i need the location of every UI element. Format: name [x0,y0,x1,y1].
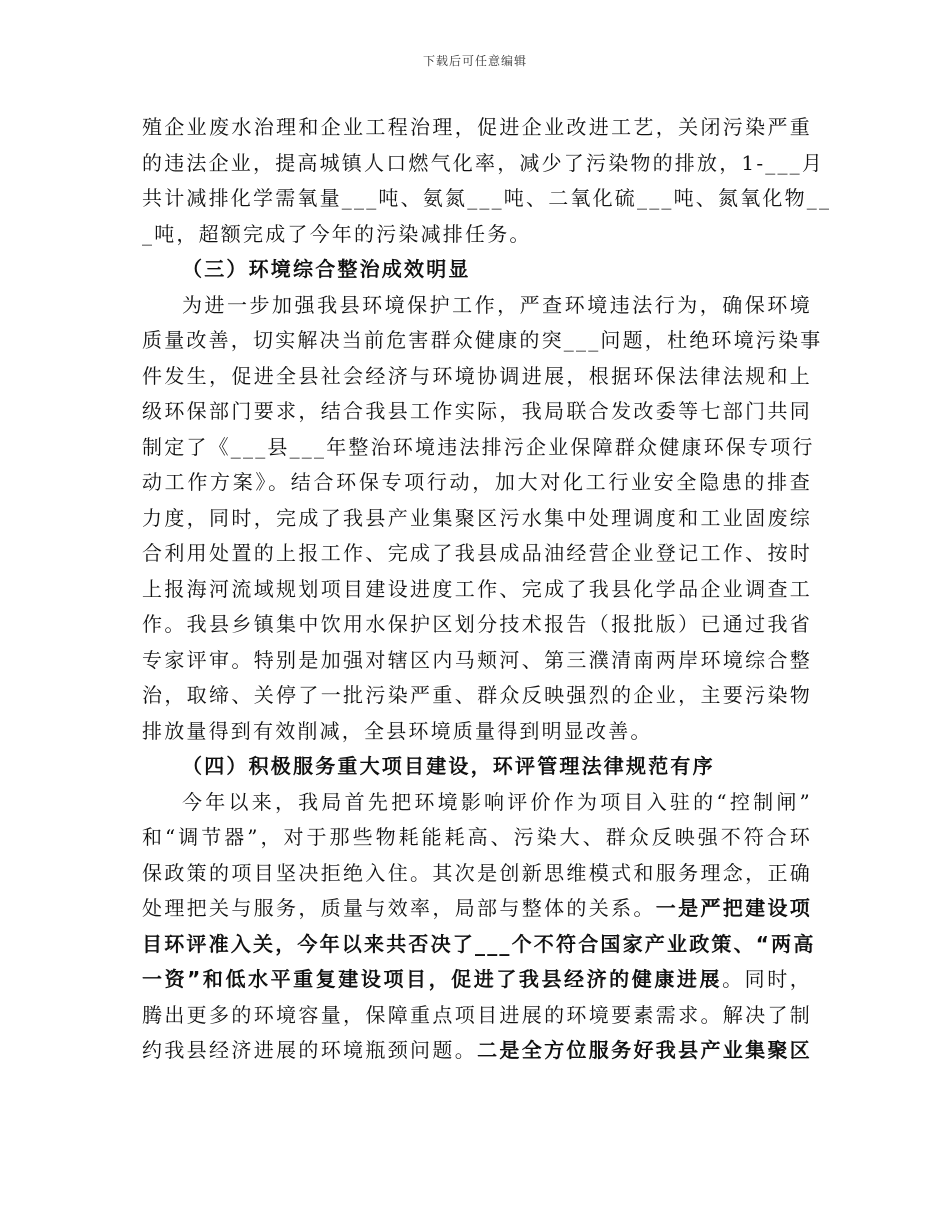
paragraph-line [142,891,812,927]
paragraph-line [142,927,816,963]
paragraph-line: 作。我县乡镇集中饮用水保护区划分技术报告（报批版）已通过我省 [142,612,812,636]
paragraph-line: 力度，同时，完成了我县产业集聚区污水集中处理调度和工业固废综 [142,505,812,530]
paragraph-line: 级环保部门要求，结合我县工作实际，我局联合发改委等七部门共同 [142,399,812,423]
paragraph-line: 动工作方案》。结合环保专项行动，加大对化工行业安全隐患的排查 [142,470,812,494]
paragraph-line: 殖企业废水治理和企业工程治理，促进企业改进工艺，关闭污染严重 [142,115,812,139]
section-heading-4: （四）积极服务重大项目建设，环评管理法律规范有序 [182,754,715,778]
paragraph-line: 专家评审。特别是加强对辖区内马颊河、第三濮清南两岸环境综合整 [142,647,812,672]
paragraph-line: 和“调节器”，对于那些物耗能耗高、污染大、群众反映强不符合环 [142,825,812,849]
plain-text: 。同时， [722,967,812,991]
paragraph-line: 治，取缔、关停了一批污染严重、群众反映强烈的企业，主要污染物 [142,683,812,707]
section-heading-3: （三）环境综合整治成效明显 [182,257,471,281]
paragraph-line: 的违法企业，提高城镇人口燃气化率，减少了污染物的排放，1-___月 [142,150,825,175]
paragraph-line: 制定了《___县___年整治环境违法排污企业保障群众健康环保专项行 [142,434,815,459]
paragraph-line [142,962,812,998]
paragraph-line: _吨，超额完成了今年的污染减排任务。 [142,221,532,246]
paragraph-line: 合利用处置的上报工作、完成了我县成品油经营企业登记工作、按时 [142,541,812,565]
paragraph-line: 保政策的项目坚决拒绝入住。其次是创新思维模式和服务理念，正确 [142,860,812,885]
bold-text: 一是严把建设项 [655,896,812,920]
plain-text: 处理把关与服务，质量与效率，局部与整体的关系。 [142,896,656,920]
paragraph-line: 共计减排化学需氧量___吨、氨氮___吨、二氧化硫___吨、氮氧化物__ [142,186,832,210]
paragraph-line: 件发生，促进全县社会经济与环境协调进展，根据环保法律法规和上 [142,363,812,388]
page-header: 下载后可任意编辑 [422,54,527,68]
paragraph-line [142,1033,812,1069]
plain-text: 约我县经济进展的环境瓶颈问题。 [142,1038,478,1062]
paragraph-line: 质量改善，切实解决当前危害群众健康的突___问题，杜绝环境污染事 [142,328,823,352]
paragraph-line: 为进一步加强我县环境保护工作，严查环境违法行为，确保环境 [182,292,812,317]
bold-text: 目环评准入关，今年以来共否决了___个不符合国家产业政策、“两高 [142,931,816,956]
paragraph-line: 今年以来，我局首先把环境影响评价作为项目入驻的“控制闸” [182,789,812,814]
paragraph-line: 腾出更多的环境容量，保障重点项目进展的环境要素需求。解决了制 [142,1002,812,1027]
bold-text: 一资”和低水平重复建设项目，促进了我县经济的健康进展 [142,967,723,991]
paragraph-line: 排放量得到有效削减，全县环境质量得到明显改善。 [142,718,653,743]
document-body [142,110,832,1069]
bold-text: 二是全方位服务好我县产业集聚区 [477,1038,813,1062]
paragraph-line: 上报海河流域规划项目建设进度工作、完成了我县化学品企业调查工 [142,576,812,601]
